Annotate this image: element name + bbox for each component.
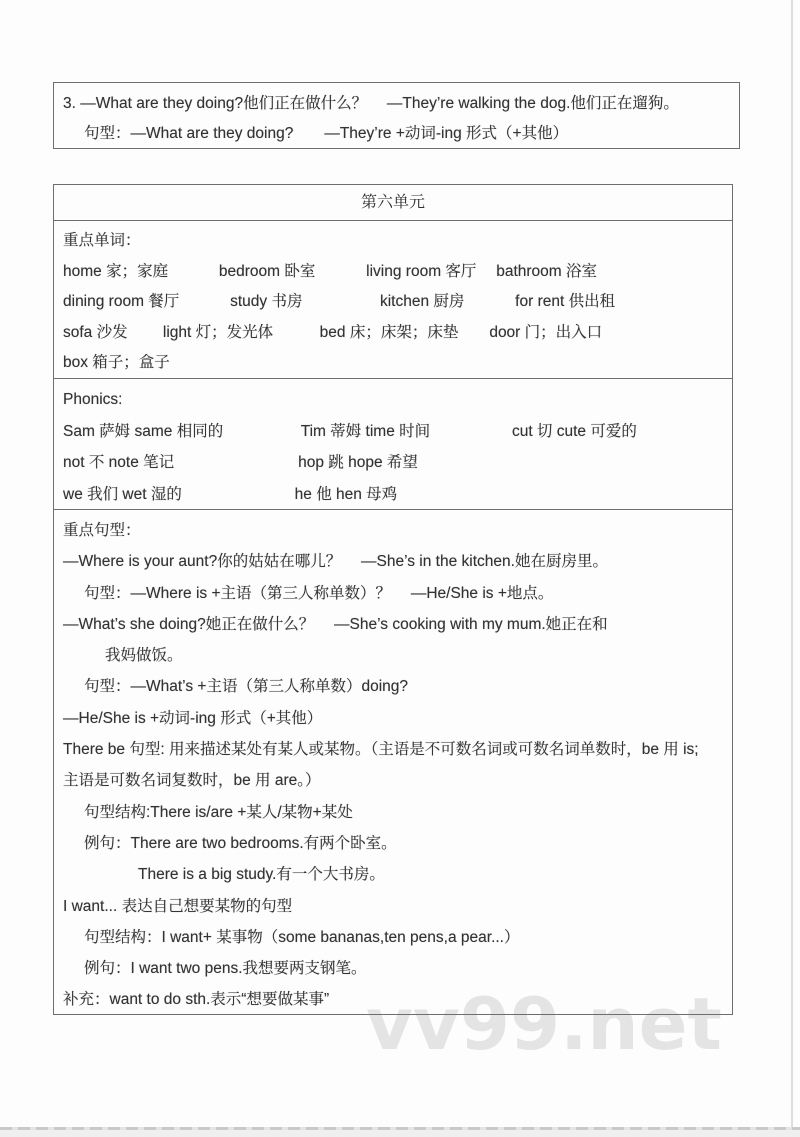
pattern-line: 句型：—What’s +主语（第三人称单数）doing? — [84, 678, 408, 696]
patterns-heading: 重点句型： — [63, 522, 141, 539]
pattern-line: There be 句型: 用来描述某处有某人或某物。（主语是不可数名词或可数名词单数时，be 用 is; — [63, 741, 699, 759]
review-line: 句型：—What are they doing? —They’re +动词-ing 形式（+其他） — [84, 125, 569, 142]
vocab-row: dining room 餐厅 study 书房 kitchen 厨房 for rent 供出租 — [63, 293, 616, 310]
unit-title: 第六单元 — [54, 185, 732, 221]
vocab-row: sofa 沙发 light 灯；发光体 bed 床；床架；床垫 door 门；出入口 — [63, 323, 603, 341]
pattern-line: 我妈做饭。 — [105, 647, 183, 665]
scan-bottom-strip — [0, 1127, 800, 1137]
pattern-line: 补充：want to do sth.表示“想要做某事” — [63, 991, 330, 1009]
phonics-row: not 不 note 笔记 hop 跳 hope 希望 — [63, 454, 418, 471]
unit-table — [53, 184, 733, 1015]
watermark: vv99.net — [366, 982, 722, 1066]
pattern-line: —Where is your aunt?你的姑姑在哪儿？ —She’s in the kitchen.她在厨房里。 — [63, 553, 608, 571]
pattern-line: I want... 表达自己想要某物的句型 — [63, 897, 293, 915]
pattern-line: 句型结构：I want+ 某事物（some bananas,ten pens,a pear...） — [84, 928, 520, 946]
vocab-row: box 箱子；盒子 — [63, 354, 170, 371]
phonics-section — [54, 379, 732, 510]
pattern-line: —What’s she doing?她正在做什么？ —She’s cooking with my mum.她正在和 — [63, 615, 608, 633]
pattern-line: 例句：There are two bedrooms.有两个卧室。 — [84, 834, 397, 852]
pattern-lines — [63, 546, 723, 1015]
page-edge-line — [791, 0, 793, 1127]
patterns-section — [54, 510, 732, 1014]
phonics-heading: Phonics: — [63, 391, 123, 408]
phonics-row: Sam 萨姆 same 相同的 Tim 蒂姆 time 时间 cut 切 cute 可爱的 — [63, 422, 637, 440]
pattern-line: 句型：—Where is +主语（第三人称单数）？ —He/She is +地点。 — [84, 584, 554, 602]
phonics-row: we 我们 wet 湿的 he 他 hen 母鸡 — [63, 485, 398, 503]
review-line: 3. —What are they doing?他们正在做什么？ —They’re walking the dog.他们正在遛狗。 — [63, 95, 679, 112]
pattern-line: 主语是可数名词复数时，be 用 are。） — [63, 772, 321, 790]
vocab-section — [54, 221, 732, 379]
pattern-line: 例句：I want two pens.我想要两支钢笔。 — [84, 960, 367, 978]
pattern-line: There is a big study.有一个大书房。 — [138, 866, 385, 884]
vocab-rows — [63, 257, 723, 379]
pattern-line: 句型结构:There is/are +某人/某物+某处 — [84, 803, 353, 821]
review-box-lines — [54, 89, 739, 149]
vocab-row: home 家；家庭 bedroom 卧室 living room 客厅 bathroom 浴室 — [63, 262, 598, 280]
vocab-heading: 重点单词： — [63, 232, 141, 249]
phonics-rows — [63, 416, 723, 511]
pattern-line: —He/She is +动词-ing 形式（+其他） — [63, 709, 323, 727]
review-box — [53, 82, 740, 149]
